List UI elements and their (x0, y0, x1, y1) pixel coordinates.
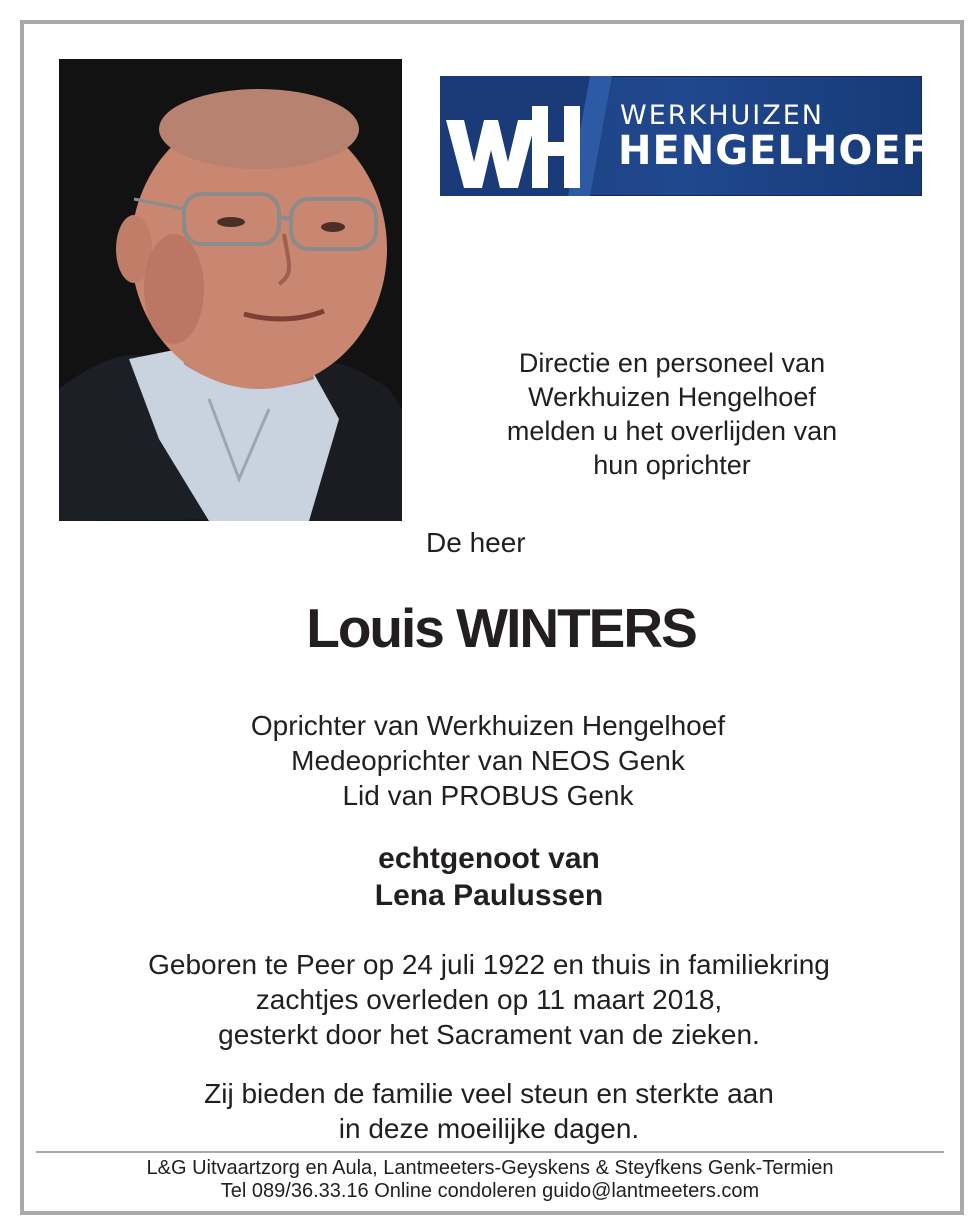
announcement-line: Directie en personeel van (518, 348, 826, 378)
roles-list (0, 708, 976, 813)
portrait-photo (59, 59, 402, 521)
footer-text (0, 1157, 980, 1203)
spouse-name: Lena Paulussen (374, 879, 604, 912)
role-line: Lid van PROBUS Genk (342, 780, 634, 811)
logo-top-text: WERKHUIZEN (620, 100, 825, 131)
spouse-text (0, 840, 978, 914)
closing-line: Zij bieden de familie veel steun en sterkte aan (204, 1078, 774, 1109)
role-line: Oprichter van Werkhuizen Hengelhoef (250, 710, 726, 741)
deceased-name: Louis WINTERS (306, 597, 696, 659)
birth-death-text (0, 947, 978, 1052)
announcement-line: Werkhuizen Hengelhoef (528, 382, 816, 412)
birth-line: gesterkt door het Sacrament van de zieken. (218, 1019, 760, 1050)
announcement-line: hun oprichter (593, 450, 751, 480)
footer-contact: Tel 089/36.33.16 Online condoleren guido@lantmeeters.com (220, 1180, 760, 1202)
role-line: Medeoprichter van NEOS Genk (291, 745, 685, 776)
closing-text (0, 1076, 978, 1146)
spouse-line: echtgenoot van (378, 842, 600, 875)
logo-bottom-text: HENGELHOEF (618, 128, 931, 174)
birth-line: Geboren te Peer op 24 juli 1922 en thuis in familiekring (148, 949, 830, 980)
announcement-text (460, 346, 884, 482)
birth-line: zachtjes overleden op 11 maart 2018, (255, 984, 723, 1015)
announcement-line: melden u het overlijden van (506, 416, 838, 446)
closing-line: in deze moeilijke dagen. (338, 1113, 640, 1144)
salutation: De heer (426, 527, 526, 558)
footer-line: L&G Uitvaartzorg en Aula, Lantmeeters-Geyskens & Steyfkens Genk-Termien (146, 1157, 834, 1179)
footer-divider (36, 1151, 944, 1153)
